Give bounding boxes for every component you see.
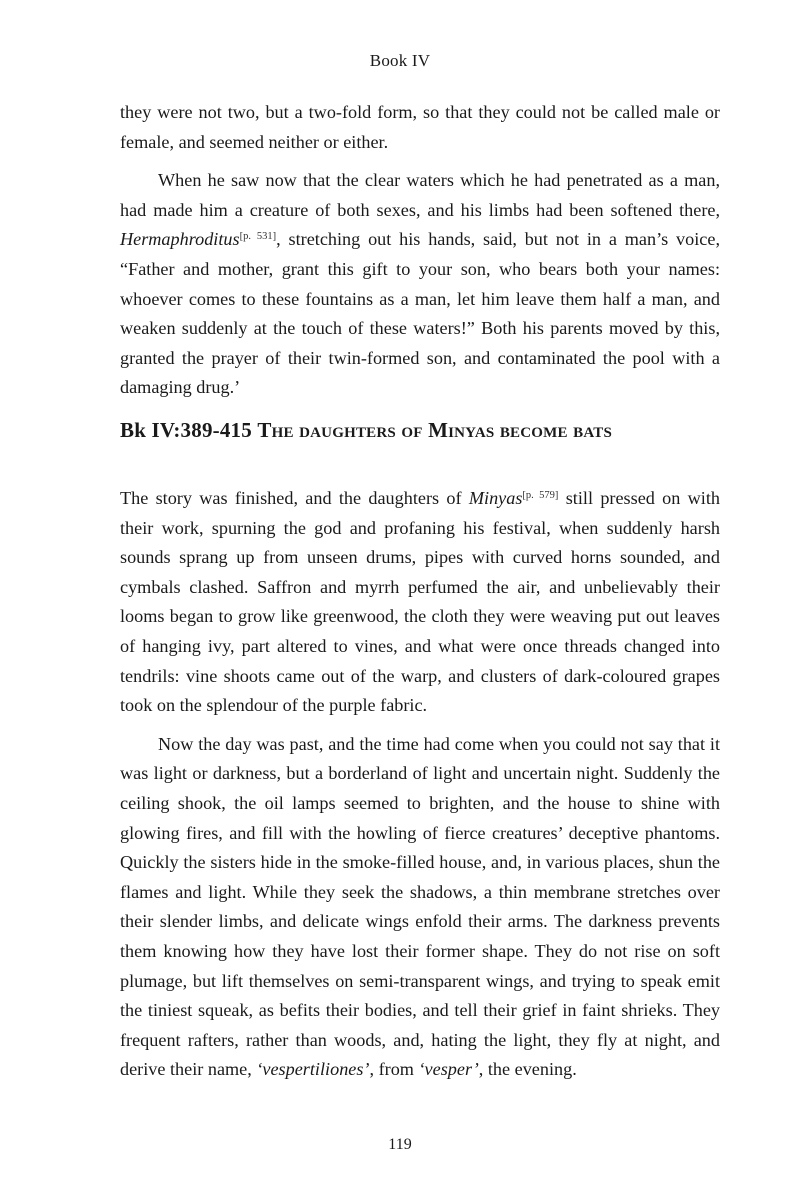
paragraph-text: When he saw now that the clear waters which he had penetrated as a man, had made him a creature of both sexes, and his limbs had been softened there, — [120, 170, 720, 220]
running-head: Book IV — [369, 51, 431, 70]
paragraph-hermaphroditus — [120, 166, 720, 403]
bottom-text-block — [120, 484, 720, 1085]
paragraph-text: , stretching out his hands, said, but not in a man’s voice, “Father and mother, grant this gift to your son, who bears both your names: whoever comes to these fountains as a man, let him leave them half a man, and weaken suddenly at the touch of these waters!” Both his parents moved by this, granted the prayer of their twin-formed son, and contaminated the pool with a damaging drug.’ — [120, 229, 720, 398]
page-reference[interactable]: [p. 531] — [239, 231, 277, 243]
latin-term: ‘vespertiliones’ — [256, 1059, 370, 1080]
name-link-minyas[interactable]: Minyas — [468, 488, 523, 508]
page-reference[interactable]: [p. 579] — [522, 490, 559, 501]
section-heading — [120, 418, 720, 443]
latin-term: ‘vesper’ — [418, 1059, 479, 1080]
page-number: 119 — [388, 1136, 412, 1153]
section-number: Bk IV:389-415 — [120, 418, 252, 442]
paragraph-text: still pressed on with their work, spurning the god and profaning his festival, when suddenly harsh sounds sprang up from unseen drums, pipes with curved horns sounded, and cymbals clashed. Saffron and myrrh perfumed the air, and unbelievably their looms began to grow like greenwood, the cloth they were weaving put out leaves of hanging ivy, part altered to vines, and what were once threads changed into tendrils: vine shoots came out of the warp, and clusters of dark-coloured grapes took on the splendour of the purple fabric. — [120, 488, 720, 716]
paragraph-continuation: they were not two, but a two-fold form, so that they could not be called male or female, and seemed neither or either. — [120, 102, 720, 152]
name-link-hermaphroditus[interactable]: Hermaphroditus — [120, 229, 240, 250]
paragraph-text: , from — [369, 1059, 419, 1080]
section-title: The daughters of Minyas become bats — [257, 418, 613, 442]
paragraph-minyas — [120, 484, 720, 721]
paragraph-text: , the evening. — [478, 1059, 577, 1080]
paragraph-text: The story was finished, and the daughters of — [120, 488, 469, 508]
top-text-block — [120, 98, 720, 403]
paragraph-text: Now the day was past, and the time had come when you could not say that it was light or darkness, but a borderland of light and uncertain night. Suddenly the ceiling shook, the oil lamps seemed to brighten, and the house to shine with glowing fires, and fill with the howling of fierce creatures’ deceptive phantoms. Quickly the sisters hide in the smoke-filled house, and, in various places, shun the flames and light. While they seek the shadows, a thin membrane stretches over their slender limbs, and delicate wings enfold their arms. The darkness prevents them knowing how they have lost their former shape. They do not rise on soft plumage, but lift themselves on semi-transparent wings, and trying to speak emit the tiniest squeak, as befits their bodies, and tell their grief in faint shrieks. They frequent rafters, rather than woods, and, hating the light, they fly at night, and derive their name, — [120, 733, 720, 1080]
paragraph-bats — [120, 730, 720, 1085]
